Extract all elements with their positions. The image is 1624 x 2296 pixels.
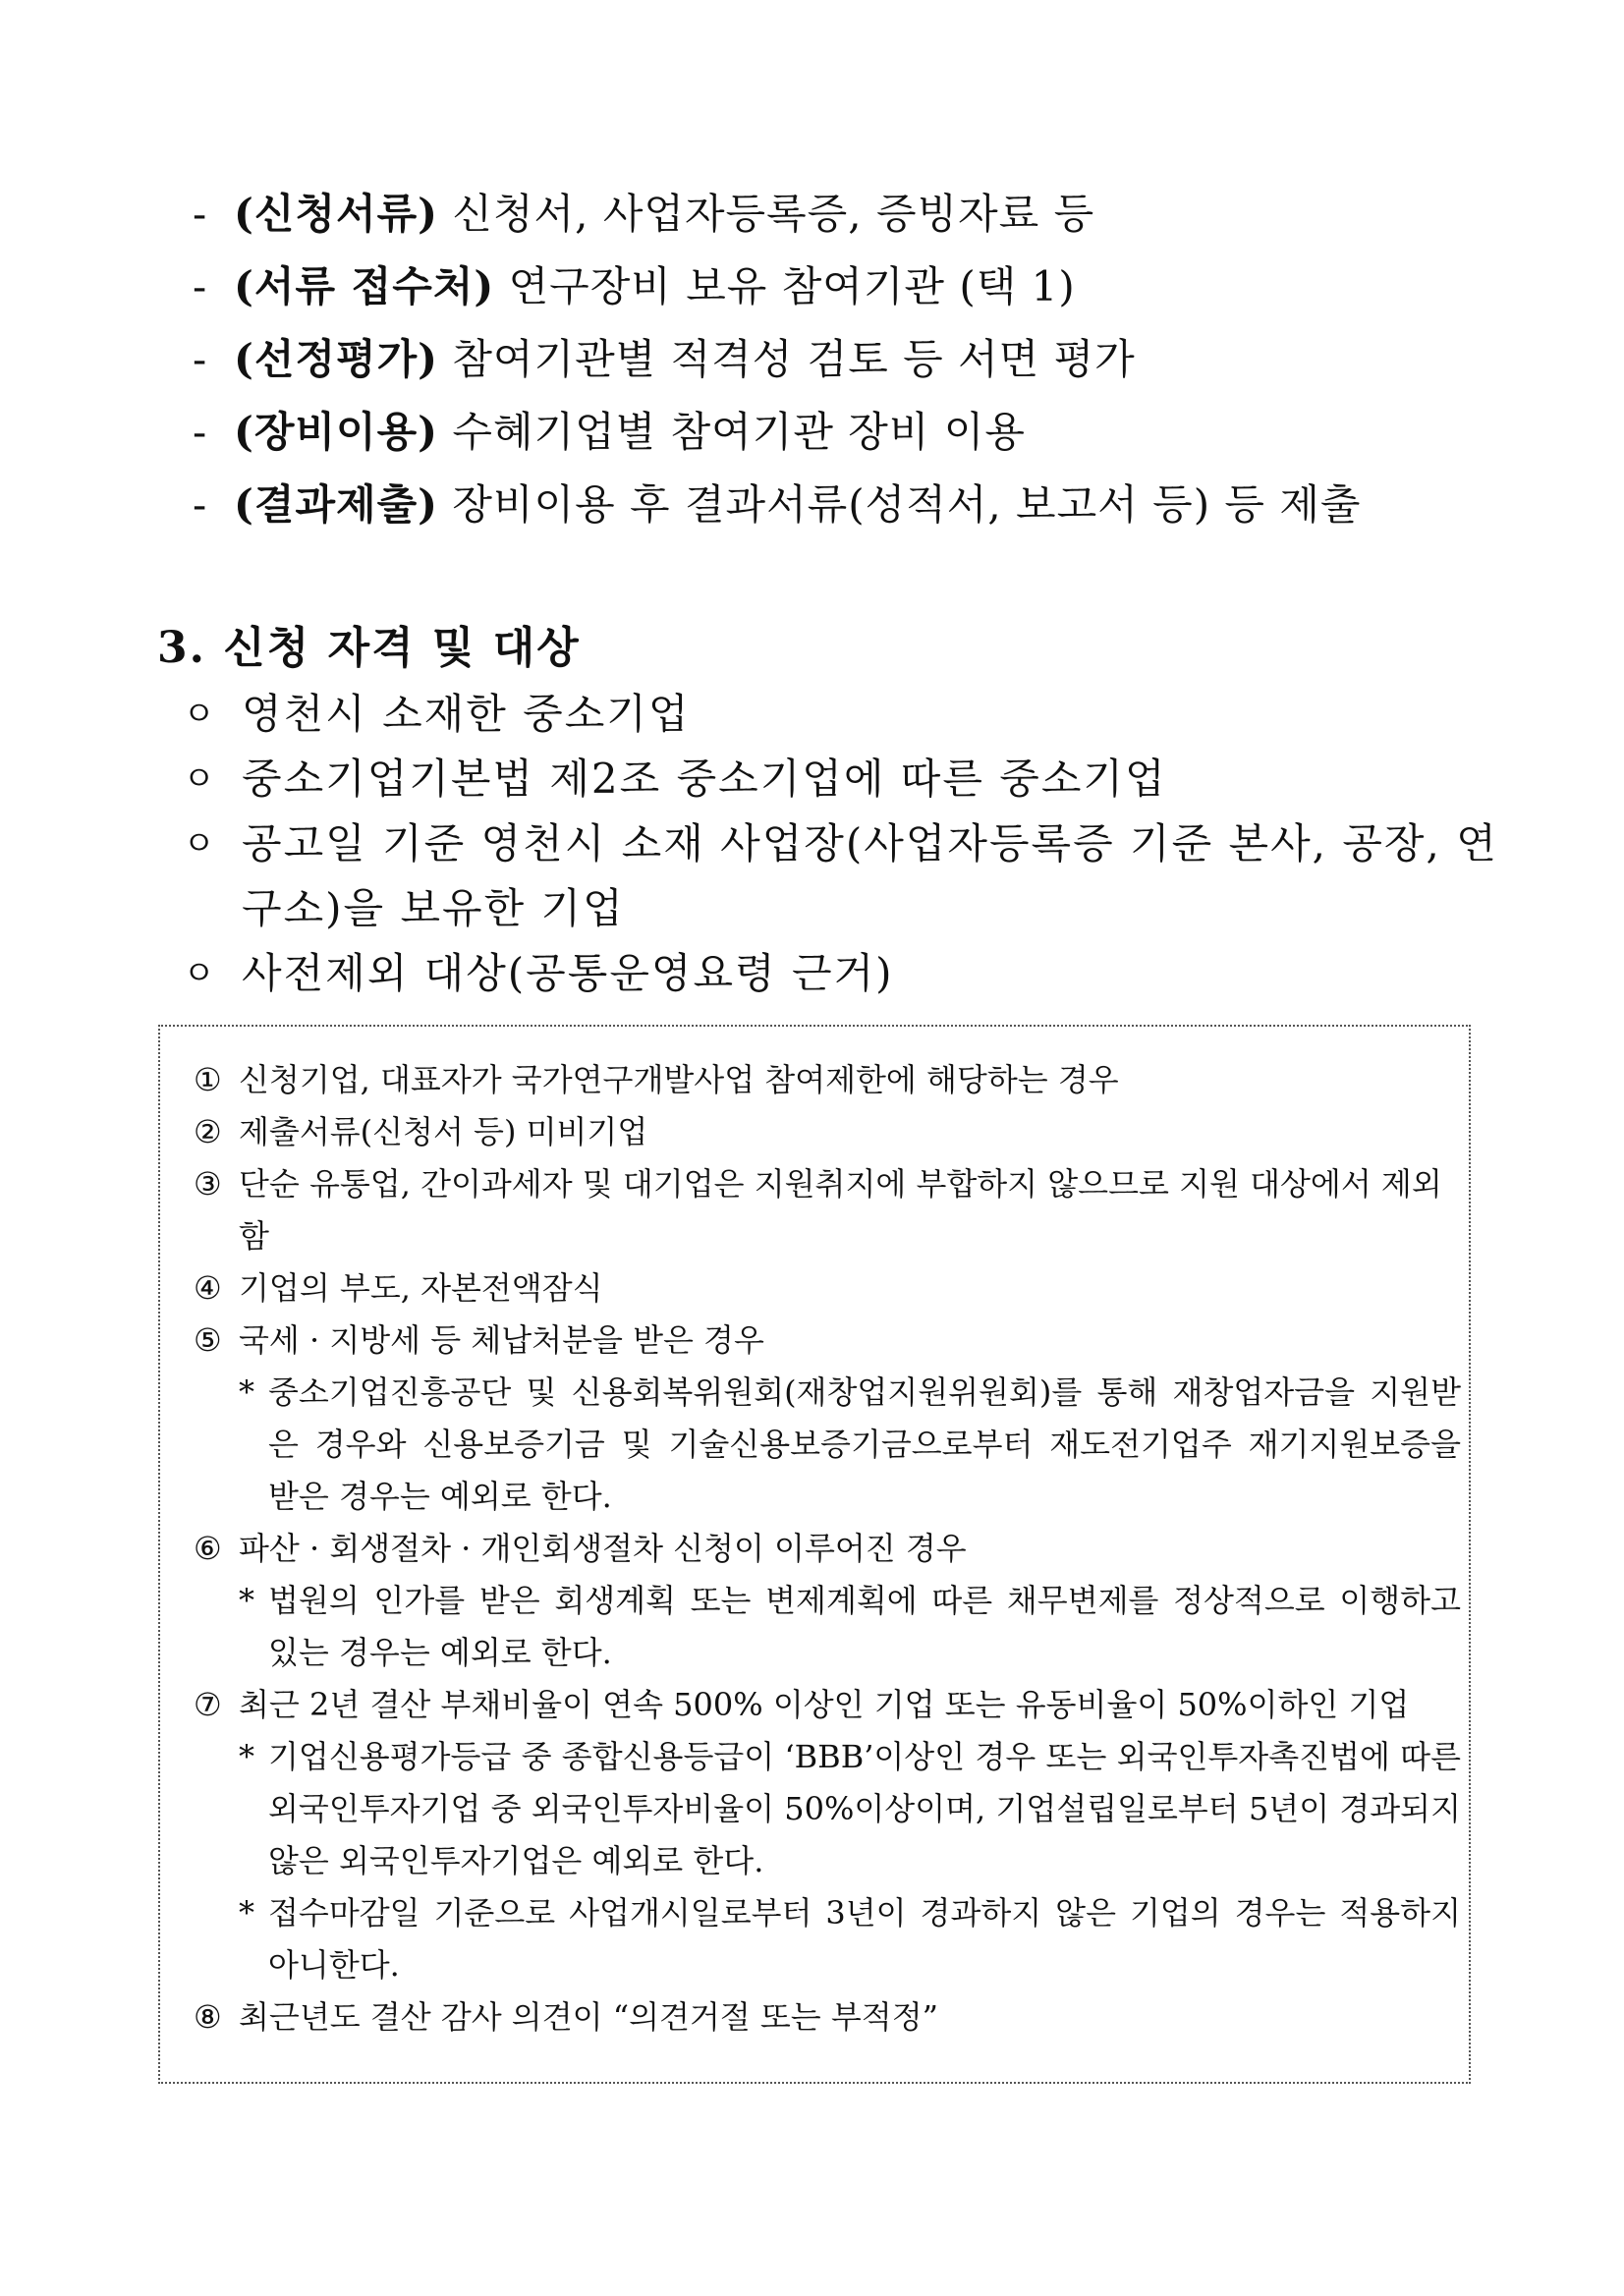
dash-marker: - (193, 408, 208, 456)
step-text: 장비이용 후 결과서류(성적서, 보고서 등) 등 제출 (438, 480, 1362, 529)
exclusion-box (158, 1025, 1471, 2084)
item-number: ① (194, 1061, 222, 1098)
exclusion-text: 국세 · 지방세 등 체납처분을 받은 경우 (239, 1321, 764, 1359)
eligibility-text: 사전제외 대상(공통운영요령 근거) (242, 949, 894, 997)
step-text: 연구장비 보유 참여기관 (택 1) (494, 262, 1076, 310)
eligibility-text: 영천시 소재한 중소기업 (242, 690, 691, 738)
note-marker: * (239, 1582, 254, 1619)
exclusion-text: 기업의 부도, 자본전액잠식 (239, 1269, 603, 1307)
eligibility-item (183, 682, 1499, 747)
exclusion-item (194, 1054, 1461, 1106)
exclusion-note (194, 1575, 1461, 1679)
exclusion-note (194, 1367, 1461, 1523)
item-number: ⑥ (194, 1530, 222, 1567)
note-text: 접수마감일 기준으로 사업개시일로부터 3년이 경과하지 않은 기업의 경우는 적용하지 아니한다. (268, 1894, 1461, 1984)
exclusion-text: 최근 2년 결산 부채비율이 연속 500% 이상인 기업 또는 유동비율이 50%이하인 기업 (239, 1686, 1410, 1723)
item-number: ④ (194, 1269, 222, 1307)
note-marker: * (239, 1894, 254, 1932)
note-marker: * (239, 1738, 254, 1775)
procedure-steps (193, 183, 1362, 546)
exclusion-item (194, 1315, 1461, 1367)
note-text: 중소기업진흥공단 및 신용회복위원회(재창업지원위원회)를 통해 재창업자금을 지원받은 경우와 신용보증기금 및 기술신용보증기금으로부터 재도전기업주 재기지원보증을 받은 경우는 예외로 한다. (268, 1373, 1461, 1515)
eligibility-item (183, 812, 1499, 941)
step-item (193, 255, 1362, 328)
section-title: 3. 신청 자격 및 대상 (157, 623, 581, 673)
circle-bullet: ㅇ (183, 824, 217, 864)
exclusion-item (194, 1679, 1461, 1731)
step-label: (서류 접수처) (234, 262, 495, 310)
step-text: 수혜기업별 참여기관 장비 이용 (438, 408, 1026, 456)
item-number: ⑤ (194, 1321, 222, 1359)
step-label: (장비이용) (234, 408, 439, 456)
dash-marker: - (193, 335, 208, 383)
step-label: (신청서류) (234, 190, 439, 238)
item-number: ③ (194, 1165, 222, 1203)
step-item (193, 328, 1362, 401)
eligibility-list (183, 682, 1499, 1006)
step-item (193, 474, 1362, 546)
dash-marker: - (193, 262, 208, 310)
exclusion-item (194, 1158, 1461, 1262)
eligibility-item (183, 941, 1499, 1006)
eligibility-text: 중소기업기본법 제2조 중소기업에 따른 중소기업 (242, 755, 1167, 803)
item-number: ⑧ (194, 1998, 222, 2036)
exclusion-item (194, 1523, 1461, 1575)
exclusion-list (194, 1054, 1461, 2044)
eligibility-text: 공고일 기준 영천시 소재 사업장(사업자등록증 기준 본사, 공장, 연구소)을 보유한 기업 (242, 819, 1498, 932)
item-number: ② (194, 1113, 222, 1150)
note-marker: * (239, 1373, 254, 1411)
note-text: 법원의 인가를 받은 회생계획 또는 변제계획에 따른 채무변제를 정상적으로 이행하고 있는 경우는 예외로 한다. (268, 1582, 1461, 1671)
exclusion-note (194, 1887, 1461, 1991)
exclusion-text: 파산 · 회생절차 · 개인회생절차 신청이 이루어진 경우 (239, 1530, 967, 1567)
exclusion-item (194, 1262, 1461, 1315)
step-item (193, 183, 1362, 255)
step-label: (결과제출) (234, 480, 439, 529)
exclusion-text: 제출서류(신청서 등) 미비기업 (239, 1113, 648, 1150)
exclusion-text: 최근년도 결산 감사 의견이 “의견거절 또는 부적정” (239, 1998, 938, 2036)
exclusion-text: 단순 유통업, 간이과세자 및 대기업은 지원취지에 부합하지 않으므로 지원 대상에서 제외함 (239, 1165, 1442, 1255)
circle-bullet: ㅇ (183, 695, 217, 734)
step-text: 참여기관별 적격성 검토 등 서면 평가 (438, 335, 1136, 383)
step-item (193, 401, 1362, 474)
exclusion-note (194, 1731, 1461, 1887)
step-label: (선정평가) (234, 335, 439, 383)
eligibility-item (183, 747, 1499, 812)
exclusion-item (194, 1106, 1461, 1158)
note-text: 기업신용평가등급 중 종합신용등급이 ‘BBB’이상인 경우 또는 외국인투자촉진법에 따른 외국인투자기업 중 외국인투자비율이 50%이상이며, 기업설립일로부터 5년이 경과되지 않은 외국인투자기업은 예외로 한다. (268, 1738, 1461, 1879)
circle-bullet: ㅇ (183, 954, 217, 993)
circle-bullet: ㅇ (183, 759, 217, 799)
dash-marker: - (193, 480, 208, 529)
dash-marker: - (193, 190, 208, 238)
item-number: ⑦ (194, 1686, 222, 1723)
exclusion-item (194, 1991, 1461, 2044)
step-text: 신청서, 사업자등록증, 증빙자료 등 (438, 190, 1095, 238)
exclusion-text: 신청기업, 대표자가 국가연구개발사업 참여제한에 해당하는 경우 (239, 1061, 1119, 1098)
